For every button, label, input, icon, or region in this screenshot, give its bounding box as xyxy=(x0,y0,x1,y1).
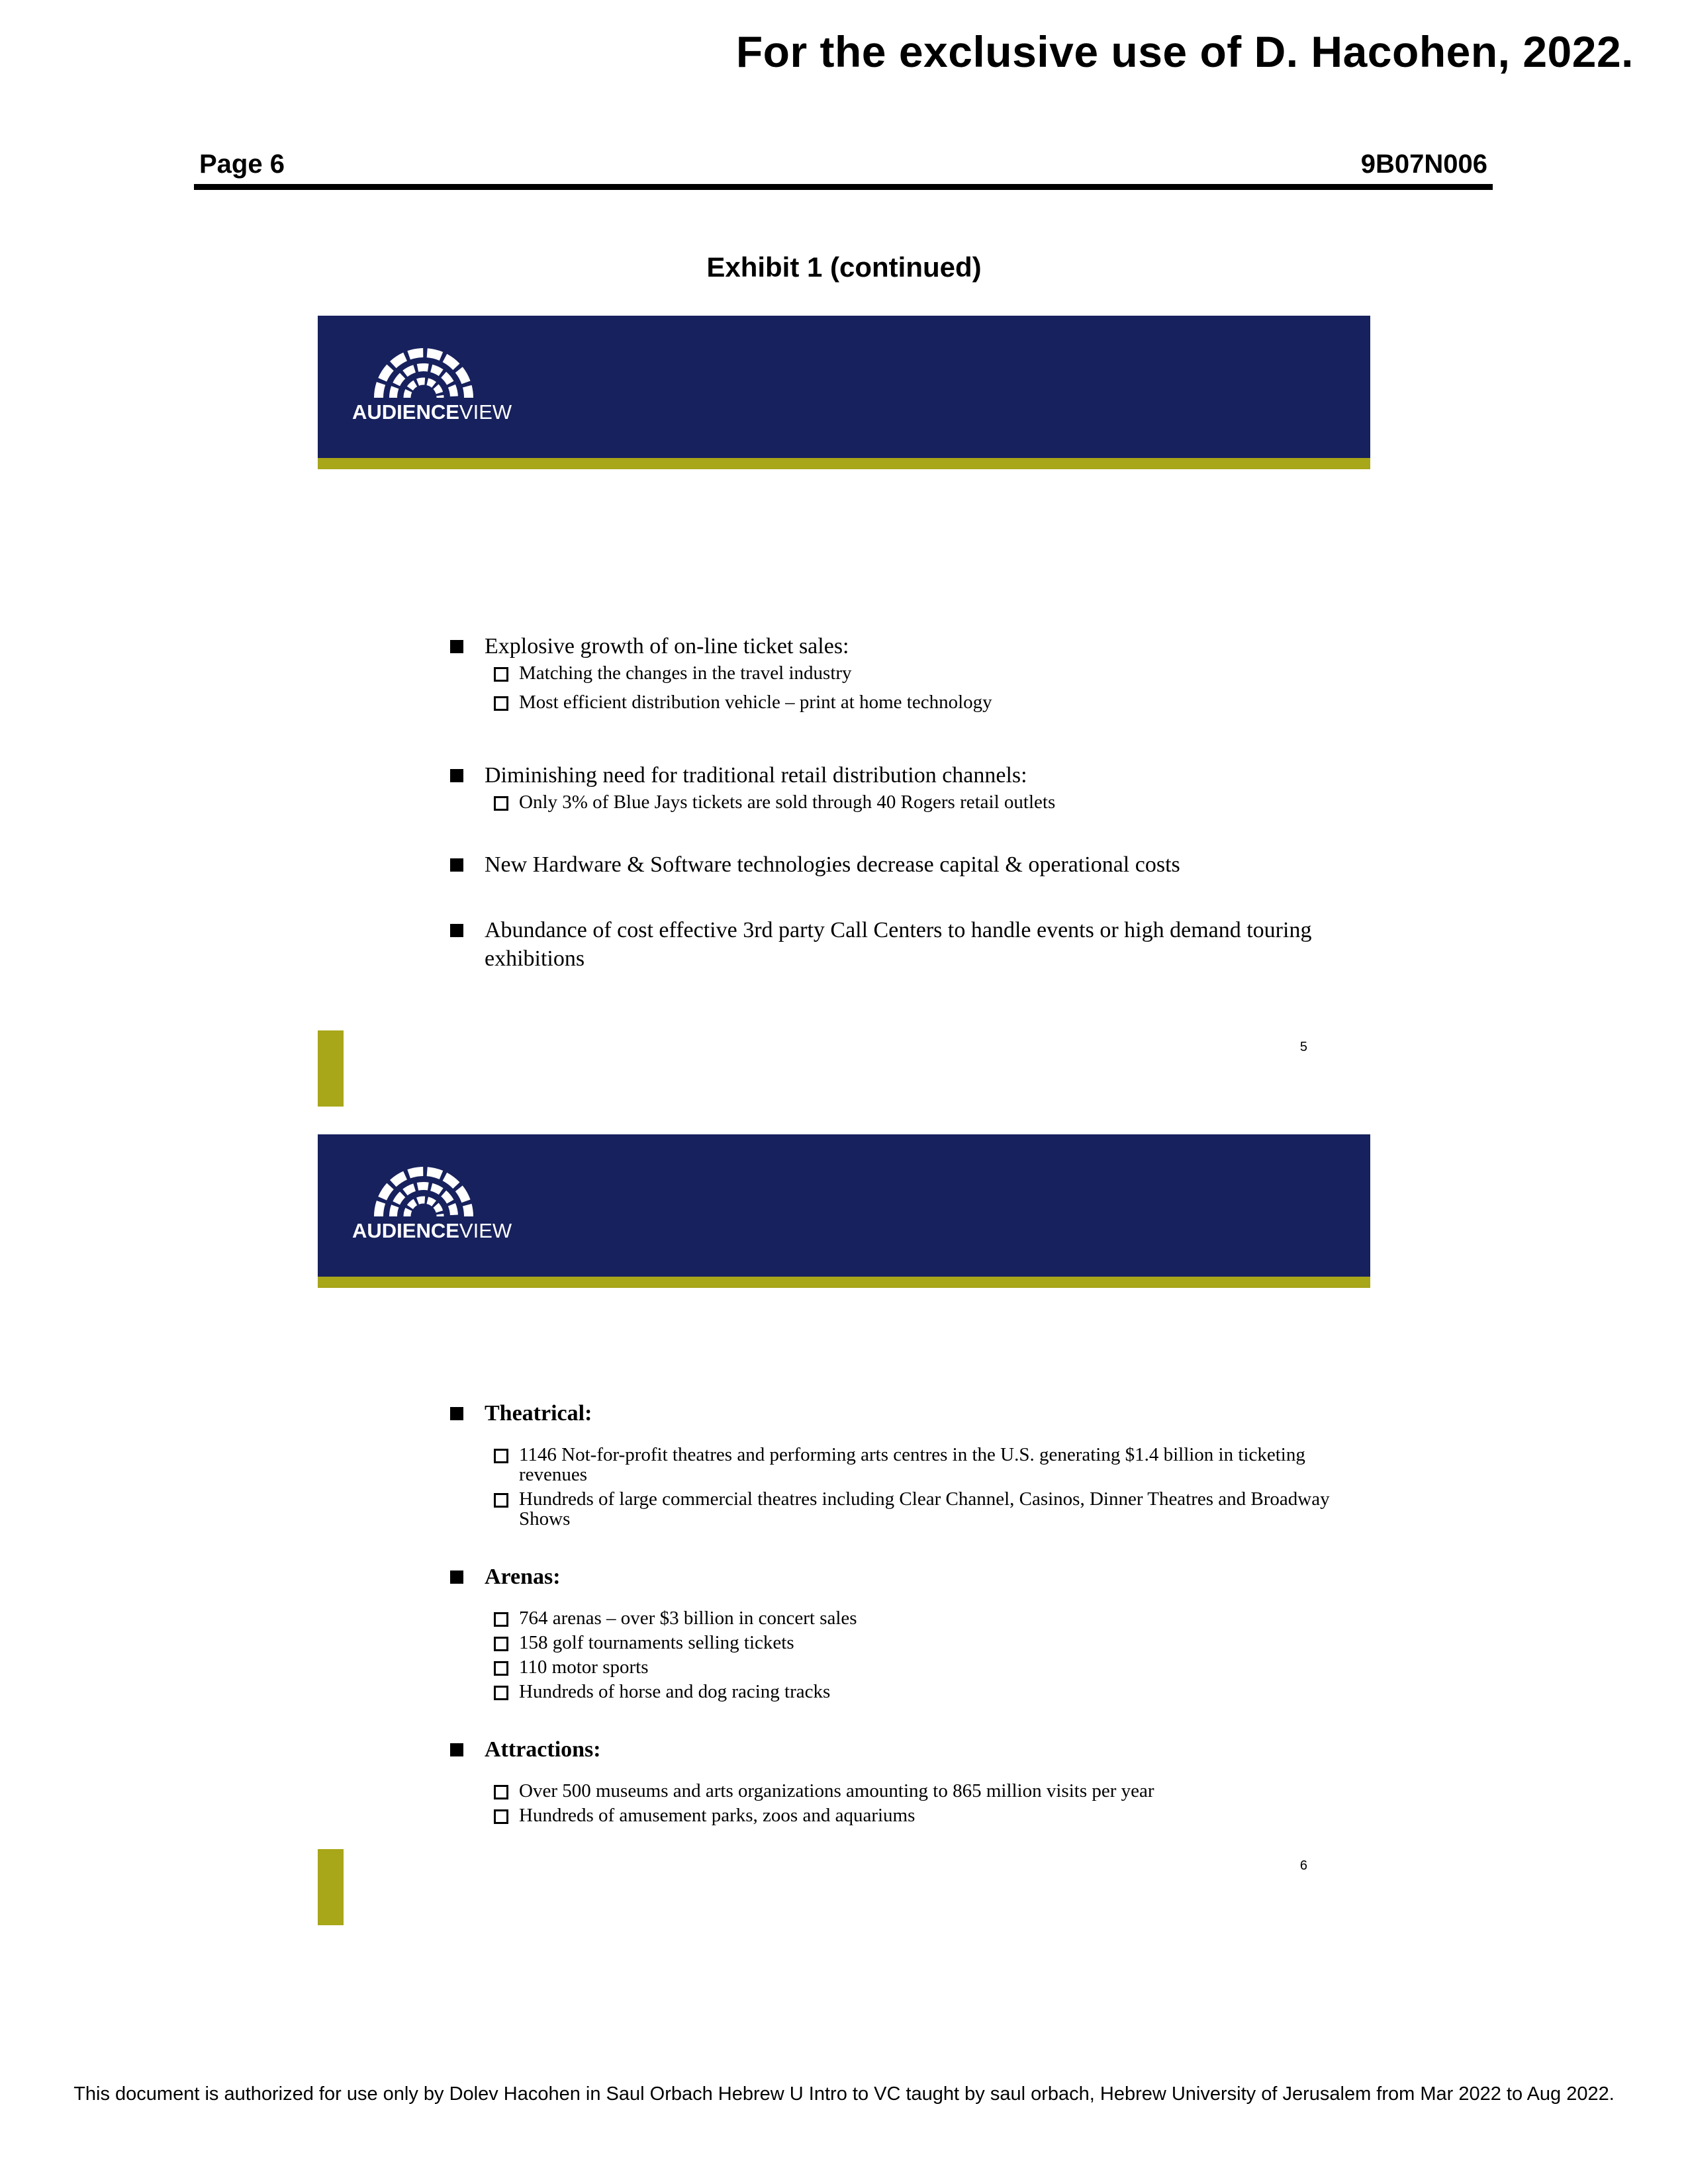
slide-number: 6 xyxy=(1299,1858,1307,1873)
sub-bullet: Over 500 museums and arts organizations amounting to 865 million visits per year xyxy=(494,1781,1331,1801)
logo-wordmark: AUDIENCEVIEW xyxy=(352,400,512,424)
hollow-square-icon xyxy=(494,1809,508,1824)
bullet-retail-channels: Diminishing need for traditional retail distribution channels: xyxy=(450,761,1331,790)
theatre-seating-icon xyxy=(369,1162,478,1220)
slide-content xyxy=(450,1399,1331,1830)
slide-6 xyxy=(318,1134,1370,1955)
hollow-square-icon xyxy=(494,1493,508,1508)
square-bullet-icon xyxy=(450,640,463,653)
banner-accent-stripe xyxy=(318,458,1370,469)
slide-5 xyxy=(318,316,1370,1136)
bullet-hardware-software: New Hardware & Software technologies decrease capital & operational costs xyxy=(450,850,1331,879)
sub-bullet: Hundreds of amusement parks, zoos and aquariums xyxy=(494,1805,1331,1825)
bullet-arenas: Arenas: xyxy=(450,1563,1331,1591)
hollow-square-icon xyxy=(494,667,508,682)
sub-bullet: 764 arenas – over $3 billion in concert sales xyxy=(494,1608,1331,1628)
sub-bullet: 110 motor sports xyxy=(494,1657,1331,1677)
square-bullet-icon xyxy=(450,1570,463,1584)
square-bullet-icon xyxy=(450,769,463,782)
slide-accent-bar xyxy=(318,1030,344,1107)
slide-banner xyxy=(318,1134,1370,1277)
square-bullet-icon xyxy=(450,924,463,937)
sub-bullet: Hundreds of horse and dog racing tracks xyxy=(494,1682,1331,1702)
sub-bullet: Most efficient distribution vehicle – print at home technology xyxy=(494,692,1331,712)
logo-wordmark: AUDIENCEVIEW xyxy=(352,1219,512,1242)
page-number: Page 6 xyxy=(199,150,285,179)
hollow-square-icon xyxy=(494,1661,508,1676)
slide-banner xyxy=(318,316,1370,458)
banner-accent-stripe xyxy=(318,1277,1370,1288)
bullet-call-centers: Abundance of cost effective 3rd party Call Centers to handle events or high demand touring exhibitions xyxy=(450,916,1331,973)
hollow-square-icon xyxy=(494,1785,508,1799)
slide-content xyxy=(450,632,1331,973)
case-id: 9B07N006 xyxy=(1360,150,1487,179)
page-header xyxy=(194,147,1493,190)
sub-bullet: 158 golf tournaments selling tickets xyxy=(494,1633,1331,1653)
hollow-square-icon xyxy=(494,1686,508,1700)
square-bullet-icon xyxy=(450,1407,463,1420)
hollow-square-icon xyxy=(494,1637,508,1651)
exclusive-use-watermark: For the exclusive use of D. Hacohen, 2022. xyxy=(735,27,1634,76)
exhibit-title: Exhibit 1 (continued) xyxy=(706,251,982,283)
sub-bullet: Matching the changes in the travel industry xyxy=(494,663,1331,683)
square-bullet-icon xyxy=(450,1743,463,1756)
bullet-attractions: Attractions: xyxy=(450,1735,1331,1764)
bullet-online-growth: Explosive growth of on-line ticket sales: xyxy=(450,632,1331,660)
theatre-seating-icon xyxy=(369,343,478,402)
hollow-square-icon xyxy=(494,1612,508,1627)
hollow-square-icon xyxy=(494,696,508,711)
bullet-theatrical: Theatrical: xyxy=(450,1399,1331,1428)
hollow-square-icon xyxy=(494,796,508,811)
slide-accent-bar xyxy=(318,1849,344,1925)
sub-bullet: 1146 Not-for-profit theatres and performing arts centres in the U.S. generating $1.4 billion in ticketing revenues xyxy=(494,1445,1331,1484)
audienceview-logo xyxy=(352,1162,512,1248)
hollow-square-icon xyxy=(494,1449,508,1463)
slide-number: 5 xyxy=(1299,1040,1307,1054)
sub-bullet: Hundreds of large commercial theatres including Clear Channel, Casinos, Dinner Theatres and Broadway Shows xyxy=(494,1489,1331,1529)
authorization-footer: This document is authorized for use only by Dolev Hacohen in Saul Orbach Hebrew U Intro to VC taught by saul orbach, Hebrew University of Jerusalem from Mar 2022 to Aug 2022. xyxy=(73,2083,1615,2105)
sub-bullet: Only 3% of Blue Jays tickets are sold through 40 Rogers retail outlets xyxy=(494,792,1331,812)
square-bullet-icon xyxy=(450,858,463,872)
audienceview-logo xyxy=(352,343,512,430)
